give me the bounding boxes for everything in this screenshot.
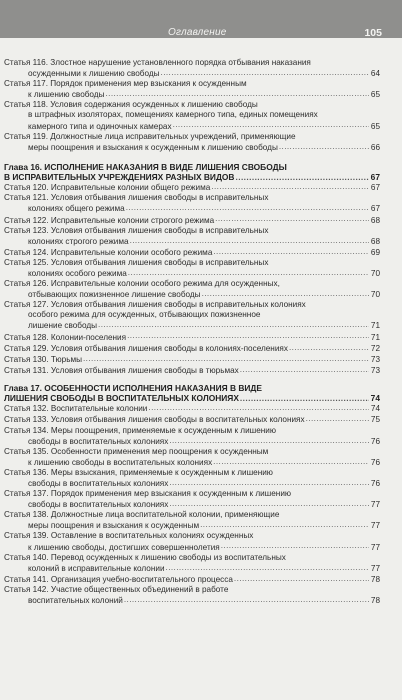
toc-line-text: колоний в исправительные колонии <box>28 563 165 573</box>
toc-page-number: 68 <box>370 215 380 225</box>
toc-page-number: 78 <box>370 574 380 584</box>
dot-leader <box>127 332 369 340</box>
toc-page-number: 74 <box>370 393 380 404</box>
toc-entry[interactable] <box>4 279 380 300</box>
page-number: 105 <box>364 27 382 39</box>
toc-line-text: Статья 117. Порядок применения мер взыскания к осужденным <box>4 79 247 89</box>
toc-line <box>4 258 380 268</box>
toc-line-text: В ИСПРАВИТЕЛЬНЫХ УЧРЕЖДЕНИЯХ РАЗНЫХ ВИДОВ <box>4 172 235 183</box>
running-title: Оглавление <box>168 27 227 38</box>
toc-line <box>4 563 380 574</box>
toc-entry[interactable] <box>4 100 380 131</box>
toc-entry[interactable] <box>4 132 380 153</box>
toc-entry[interactable] <box>4 365 380 376</box>
toc-line-text: Статья 138. Должностные лица воспитательной колонии, применяющие <box>4 510 280 520</box>
dot-leader <box>235 172 368 180</box>
dot-leader <box>221 542 369 550</box>
toc-line <box>4 142 380 153</box>
dot-leader <box>161 68 369 76</box>
toc-page-number: 71 <box>370 332 380 342</box>
toc-line-text: лишение свободы <box>28 321 98 331</box>
toc-line-text: Статья 125. Условия отбывания лишения свободы в исправительных <box>4 257 269 267</box>
toc-line-text: Статья 126. Исправительные колонии особого режима для осужденных, <box>4 279 280 289</box>
toc-page-number: 75 <box>370 415 380 425</box>
toc-line-text: Глава 16. ИСПОЛНЕНИЕ НАКАЗАНИЯ В ВИДЕ ЛИШЕНИЯ СВОБОДЫ <box>4 161 287 172</box>
toc-line <box>4 172 380 182</box>
toc-line <box>4 310 380 320</box>
dot-leader <box>240 365 369 373</box>
toc-entry[interactable] <box>4 414 380 425</box>
toc-line <box>4 426 380 436</box>
dot-leader <box>306 414 369 422</box>
toc-page-number: 72 <box>370 343 380 353</box>
toc-entry[interactable] <box>4 58 380 79</box>
toc-entry[interactable] <box>4 247 380 258</box>
toc-line <box>4 447 380 457</box>
toc-line <box>4 574 380 585</box>
toc-line-text: Статья 121. Условия отбывания лишения свободы в исправительных <box>4 193 269 203</box>
toc-line-text: к лишению свободы <box>28 90 105 100</box>
toc-line <box>4 414 380 425</box>
toc-page-number: 70 <box>370 269 380 278</box>
toc-line <box>4 457 380 468</box>
toc-line <box>4 226 380 236</box>
table-of-contents <box>4 58 380 606</box>
toc-chapter[interactable] <box>4 383 380 403</box>
toc-entry[interactable] <box>4 531 380 552</box>
toc-line <box>4 268 380 279</box>
toc-line-text: Статья 128. Колонии-поселения <box>4 332 127 342</box>
toc-page-number: 67 <box>370 204 380 214</box>
toc-entry[interactable] <box>4 332 380 343</box>
toc-line <box>4 320 380 331</box>
toc-line <box>4 89 380 100</box>
toc-line-text: к лишению свободы в воспитательных колониях <box>28 457 213 467</box>
toc-line-text: меры поощрения и взыскания к осужденным к лишению свободы <box>28 142 278 152</box>
toc-line-text: особого режима для осужденных, отбывающих пожизненное <box>28 310 261 320</box>
toc-line <box>4 489 380 499</box>
toc-entry[interactable] <box>4 300 380 331</box>
dot-leader <box>234 574 369 582</box>
toc-page-number: 77 <box>370 563 380 573</box>
toc-entry[interactable] <box>4 574 380 585</box>
toc-entry[interactable] <box>4 510 380 531</box>
toc-page-number: 68 <box>370 236 380 246</box>
dot-leader <box>124 595 369 603</box>
toc-line-text: Статья 136. Меры взыскания, применяемые к осужденным к лишению <box>4 467 273 477</box>
dot-leader <box>98 320 369 328</box>
toc-line <box>4 332 380 343</box>
toc-entry[interactable] <box>4 354 380 365</box>
toc-line <box>4 215 380 226</box>
dot-leader <box>173 121 369 129</box>
toc-page-number: 77 <box>370 500 380 510</box>
toc-line <box>4 354 380 365</box>
toc-line <box>4 279 380 289</box>
toc-line-text: колониях особого режима <box>28 269 127 278</box>
toc-line <box>4 531 380 541</box>
toc-line-text: свободы в воспитательных колониях <box>28 500 169 510</box>
dot-leader <box>169 436 369 444</box>
toc-entry[interactable] <box>4 426 380 447</box>
toc-entry[interactable] <box>4 79 380 100</box>
toc-page-number: 77 <box>370 542 380 552</box>
toc-line-text: колониях общего режима <box>28 204 125 214</box>
toc-line <box>4 162 380 172</box>
toc-line-text: Статья 129. Условия отбывания лишения свободы в колониях-поселениях <box>4 343 288 353</box>
toc-entry[interactable] <box>4 489 380 510</box>
toc-line <box>4 121 380 132</box>
toc-line <box>4 203 380 214</box>
toc-line-text: свободы в воспитательных колониях <box>28 479 169 488</box>
toc-line <box>4 510 380 520</box>
toc-page-number: 69 <box>370 247 380 257</box>
toc-line-text: Статья 120. Исправительные колонии общего режима <box>4 183 211 193</box>
dot-leader <box>130 236 369 244</box>
toc-entry[interactable] <box>4 258 380 279</box>
toc-entry[interactable] <box>4 553 380 574</box>
toc-line <box>4 132 380 142</box>
toc-line <box>4 68 380 79</box>
dot-leader <box>166 563 369 571</box>
toc-entry[interactable] <box>4 343 380 354</box>
toc-line <box>4 193 380 203</box>
dot-leader <box>289 343 369 351</box>
toc-line-text: Статья 116. Злостное нарушение установленного порядка отбывания наказания <box>4 58 311 67</box>
toc-line-text: Статья 135. Особенности применения мер поощрения к осужденным <box>4 446 269 456</box>
toc-page-number: 67 <box>370 172 380 183</box>
toc-line-text: в штрафных изоляторах, помещениях камерного типа, единых помещениях <box>28 110 318 120</box>
toc-line <box>4 520 380 531</box>
toc-entry[interactable] <box>4 215 380 226</box>
toc-line <box>4 343 380 354</box>
toc-line-text: Статья 141. Организация учебно-воспитательного процесса <box>4 574 233 584</box>
toc-line-text: свободы в воспитательных колониях <box>28 436 169 446</box>
toc-entry[interactable] <box>4 447 380 468</box>
toc-line <box>4 403 380 414</box>
toc-line-text: Статья 131. Условия отбывания лишения свободы в тюрьмах <box>4 365 239 375</box>
toc-page-number: 74 <box>370 404 380 414</box>
toc-line <box>4 436 380 447</box>
dot-leader <box>213 457 369 465</box>
toc-line-text: Статья 132. Воспитательные колонии <box>4 404 148 414</box>
toc-line <box>4 393 380 403</box>
toc-line <box>4 300 380 310</box>
dot-leader <box>148 403 369 411</box>
dot-leader <box>126 203 369 211</box>
toc-chapter[interactable] <box>4 162 380 182</box>
toc-entry[interactable] <box>4 226 380 247</box>
toc-line <box>4 478 380 489</box>
toc-line-text: ЛИШЕНИЯ СВОБОДЫ В ВОСПИТАТЕЛЬНЫХ КОЛОНИЯХ <box>4 393 239 404</box>
toc-line-text: колониях строгого режима <box>28 236 129 246</box>
toc-line <box>4 468 380 478</box>
toc-line <box>4 58 380 68</box>
toc-line-text: Статья 142. Участие общественных объединений в работе <box>4 584 229 594</box>
toc-line <box>4 383 380 393</box>
dot-leader <box>83 354 369 362</box>
toc-line <box>4 289 380 300</box>
toc-line <box>4 100 380 110</box>
toc-entry[interactable] <box>4 193 380 214</box>
dot-leader <box>200 520 369 528</box>
toc-line <box>4 247 380 258</box>
toc-entry[interactable] <box>4 182 380 193</box>
toc-line <box>4 365 380 376</box>
toc-line-text: воспитательных колоний <box>28 596 123 606</box>
toc-line-text: меры поощрения и взыскания к осужденным <box>28 521 200 531</box>
page-header <box>0 0 402 38</box>
toc-page-number: 76 <box>370 457 380 467</box>
toc-line-text: к лишению свободы, достигших совершеннолетия <box>28 542 220 552</box>
toc-line-text: Статья 118. Условия содержания осужденных к лишению свободы <box>4 100 258 110</box>
dot-leader <box>128 268 369 276</box>
toc-line-text: Статья 134. Меры поощрения, применяемые к осужденным к лишению <box>4 425 277 435</box>
dot-leader <box>211 182 369 190</box>
toc-line <box>4 182 380 193</box>
dot-leader <box>215 215 369 223</box>
toc-page-number: 64 <box>370 69 380 79</box>
toc-page-number: 77 <box>370 521 380 531</box>
dot-leader <box>213 247 369 255</box>
dot-leader <box>169 478 369 486</box>
toc-line-text: Статья 130. Тюрьмы <box>4 354 82 364</box>
toc-page-number: 70 <box>370 290 380 300</box>
toc-page-number: 71 <box>370 321 380 331</box>
toc-entry[interactable] <box>4 585 380 606</box>
dot-leader <box>105 89 368 97</box>
toc-page-number: 78 <box>370 596 380 606</box>
toc-entry[interactable] <box>4 468 380 489</box>
toc-line <box>4 585 380 595</box>
toc-page-number: 65 <box>370 90 380 100</box>
toc-line-text: Статья 137. Порядок применения мер взыскания к осужденным к лишению <box>4 489 292 499</box>
toc-line-text: Статья 119. Должностные лица исправительных учреждений, применяющие <box>4 131 296 141</box>
toc-line <box>4 542 380 553</box>
toc-line-text: Статья 133. Условия отбывания лишения свободы в воспитательных колониях <box>4 415 305 425</box>
toc-line-text: Статья 124. Исправительные колонии особого режима <box>4 247 213 257</box>
toc-line-text: Статья 127. Условия отбывания лишения свободы в исправительных колониях <box>4 300 306 310</box>
toc-line <box>4 553 380 563</box>
toc-page-number: 65 <box>370 121 380 131</box>
toc-line-text: осужденными к лишению свободы <box>28 69 160 79</box>
toc-line-text: Глава 17. ОСОБЕННОСТИ ИСПОЛНЕНИЯ НАКАЗАНИЯ В ВИДЕ <box>4 382 262 393</box>
dot-leader <box>279 142 369 150</box>
toc-page-number: 76 <box>370 436 380 446</box>
toc-page-number: 76 <box>370 479 380 488</box>
toc-line <box>4 236 380 247</box>
toc-line-text: отбывающих пожизненное лишение свободы <box>28 290 201 300</box>
toc-page-number: 73 <box>370 365 380 375</box>
toc-line <box>4 79 380 89</box>
dot-leader <box>202 289 369 297</box>
toc-line <box>4 499 380 510</box>
toc-line-text: Статья 139. Оставление в воспитательных колониях осужденных <box>4 531 254 541</box>
toc-page-number: 67 <box>370 183 380 193</box>
toc-line-text: камерного типа и одиночных камерах <box>28 121 172 131</box>
toc-page-number: 73 <box>370 354 380 364</box>
toc-line-text: Статья 140. Перевод осужденных к лишению свободы из воспитательных <box>4 552 286 562</box>
toc-entry[interactable] <box>4 403 380 414</box>
toc-line <box>4 595 380 606</box>
toc-page-number: 66 <box>370 142 380 152</box>
toc-line-text: Статья 123. Условия отбывания лишения свободы в исправительных <box>4 225 269 235</box>
dot-leader <box>169 499 369 507</box>
toc-line <box>4 110 380 120</box>
dot-leader <box>240 393 369 401</box>
toc-line-text: Статья 122. Исправительные колонии строгого режима <box>4 215 215 225</box>
